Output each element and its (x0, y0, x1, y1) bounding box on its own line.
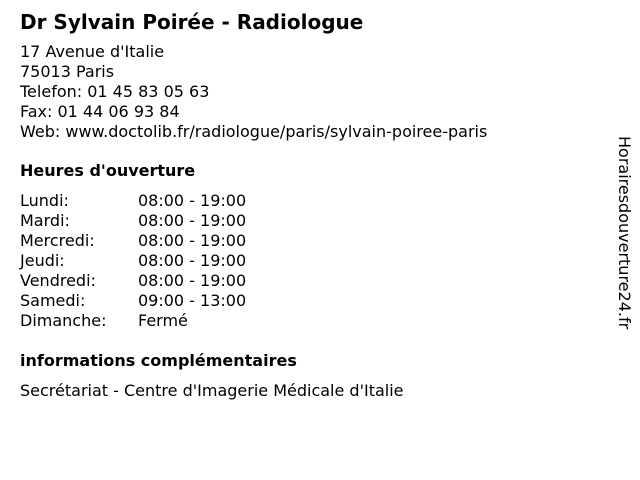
day-label: Jeudi: (20, 251, 65, 270)
address-street: 17 Avenue d'Italie (20, 42, 165, 61)
hours-row-thursday (20, 251, 600, 271)
day-label: Vendredi: (20, 271, 96, 290)
day-label: Mardi: (20, 211, 70, 230)
hours-row-wednesday (20, 231, 600, 251)
day-label: Mercredi: (20, 231, 95, 250)
additional-info-text: Secrétariat - Centre d'Imagerie Médicale d'Italie (20, 381, 404, 400)
hours-row-saturday (20, 291, 600, 311)
day-label: Lundi: (20, 191, 69, 210)
site-brand-vertical[interactable]: Horairesdouverture24.fr (615, 136, 634, 330)
day-label: Samedi: (20, 291, 86, 310)
time-value: 09:00 - 13:00 (138, 291, 247, 310)
additional-info-heading: informations complémentaires (20, 351, 297, 370)
time-value: 08:00 - 19:00 (138, 251, 247, 270)
hours-row-monday (20, 191, 600, 211)
hours-row-sunday (20, 311, 600, 331)
website-link[interactable]: Web: www.doctolib.fr/radiologue/paris/sylvain-poiree-paris (20, 122, 488, 141)
time-value: Fermé (138, 311, 188, 330)
page-title: Dr Sylvain Poirée - Radiologue (20, 10, 364, 34)
day-label: Dimanche: (20, 311, 107, 330)
phone-number: Telefon: 01 45 83 05 63 (20, 82, 210, 101)
listing-card (20, 10, 600, 401)
hours-row-tuesday (20, 211, 600, 231)
fax-number: Fax: 01 44 06 93 84 (20, 102, 180, 121)
time-value: 08:00 - 19:00 (138, 191, 247, 210)
opening-hours-heading: Heures d'ouverture (20, 161, 196, 180)
hours-row-friday (20, 271, 600, 291)
opening-hours-list (20, 191, 600, 331)
address-block (20, 42, 600, 142)
address-city: 75013 Paris (20, 62, 115, 81)
time-value: 08:00 - 19:00 (138, 231, 247, 250)
time-value: 08:00 - 19:00 (138, 211, 247, 230)
time-value: 08:00 - 19:00 (138, 271, 247, 290)
